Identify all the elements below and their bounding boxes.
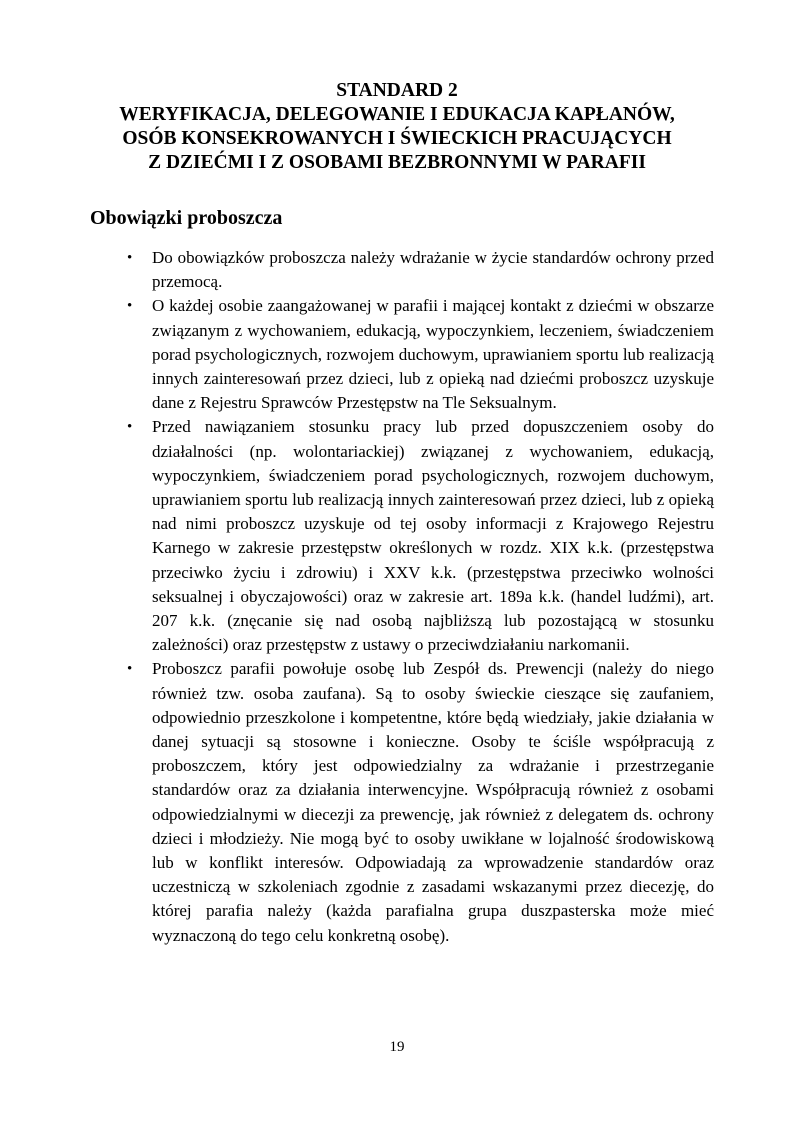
bullet-icon: • xyxy=(127,661,133,678)
list-item-text: O każdej osobie zaangażowanej w parafii i mającej kontakt z dziećmi w obszarze związanym z wychowaniem, edukacją, wypoczynkiem, leczeniem, świadczeniem porad psychologicznych, rozwojem duchowym, uprawianiem sportu lub realizacją innych zainteresowań przez dzieci, lub z opieką nad dziećmi proboszcz uzyskuje dane z Rejestru Sprawców Przestępstw na Tle Seksualnym. xyxy=(152,296,714,413)
title-line-standard-number: STANDARD 2 xyxy=(336,80,458,101)
list-item xyxy=(127,246,714,294)
standard-title xyxy=(60,79,734,175)
list-item xyxy=(127,294,714,415)
list-item-text: Przed nawiązaniem stosunku pracy lub przed dopuszczeniem osoby do działalności (np. wolontariackiej) związanej z wychowaniem, edukacją, wypoczynkiem, świadczeniem porad psychologicznych, rozwojem duchowym, uprawianiem sportu lub realizacją innych zainteresowań przez dzieci, lub z opieką nad nimi proboszcz uzyskuje od tej osoby informacji z Krajowego Rejestru Karnego w zakresie przestępstw określonych w rozdz. XIX k.k. (przestępstwa przeciwko życiu i zdrowiu) i XXV k.k. (przestępstwa przeciwko wolności seksualnej i obyczajowości) oraz w zakresie art. 189a k.k. (handel ludźmi), art. 207 k.k. (znęcanie się nad osobą najbliższą lub pozostającą w stosunku zależności) oraz przestępstw z ustawy o przeciwdziałaniu narkomanii. xyxy=(152,417,714,655)
list-item-text: Do obowiązków proboszcza należy wdrażanie w życie standardów ochrony przed przemocą. xyxy=(152,248,714,292)
duties-list xyxy=(127,246,714,948)
list-item xyxy=(127,415,714,657)
title-line-children-vulnerable: Z DZIEĆMI I Z OSOBAMI BEZBRONNYMI W PARAFII xyxy=(148,152,646,173)
bullet-icon: • xyxy=(127,419,133,436)
title-line-verification: WERYFIKACJA, DELEGOWANIE I EDUKACJA KAPŁANÓW, xyxy=(119,104,675,125)
page-number: 19 xyxy=(389,1039,405,1055)
section-heading: Obowiązki proboszcza xyxy=(90,207,283,229)
title-line-consecrated-persons: OSÓB KONSEKROWANYCH I ŚWIECKICH PRACUJĄCYCH xyxy=(122,128,672,149)
list-item xyxy=(127,657,714,947)
list-item-text: Proboszcz parafii powołuje osobę lub Zespół ds. Prewencji (należy do niego również tzw. osoba zaufana). Są to osoby świeckie cieszące się zaufaniem, odpowiednio przeszkolone i kompetentne, które będą wiedziały, jakie działania w danej sytuacji są stosowne i konieczne. Osoby te ściśle współpracują z proboszczem, który jest odpowiedzialny za wdrażanie i przestrzeganie standardów oraz za działania interwencyjne. Współpracują również z osobami odpowiedzialnymi w diecezji za prewencję, jak również z delegatem ds. ochrony dzieci i młodzieży. Nie mogą być to osoby uwikłane w lojalność środowiskową lub w konflikt interesów. Odpowiadają za wprowadzenie standardów oraz uczestniczą w szkoleniach zgodnie z zasadami wskazanymi przez diecezję, do której parafia należy (każda parafialna grupa duszpasterska może mieć wyznaczoną do tego celu konkretną osobę). xyxy=(152,659,714,945)
bullet-icon: • xyxy=(127,298,133,315)
bullet-icon: • xyxy=(127,250,133,266)
